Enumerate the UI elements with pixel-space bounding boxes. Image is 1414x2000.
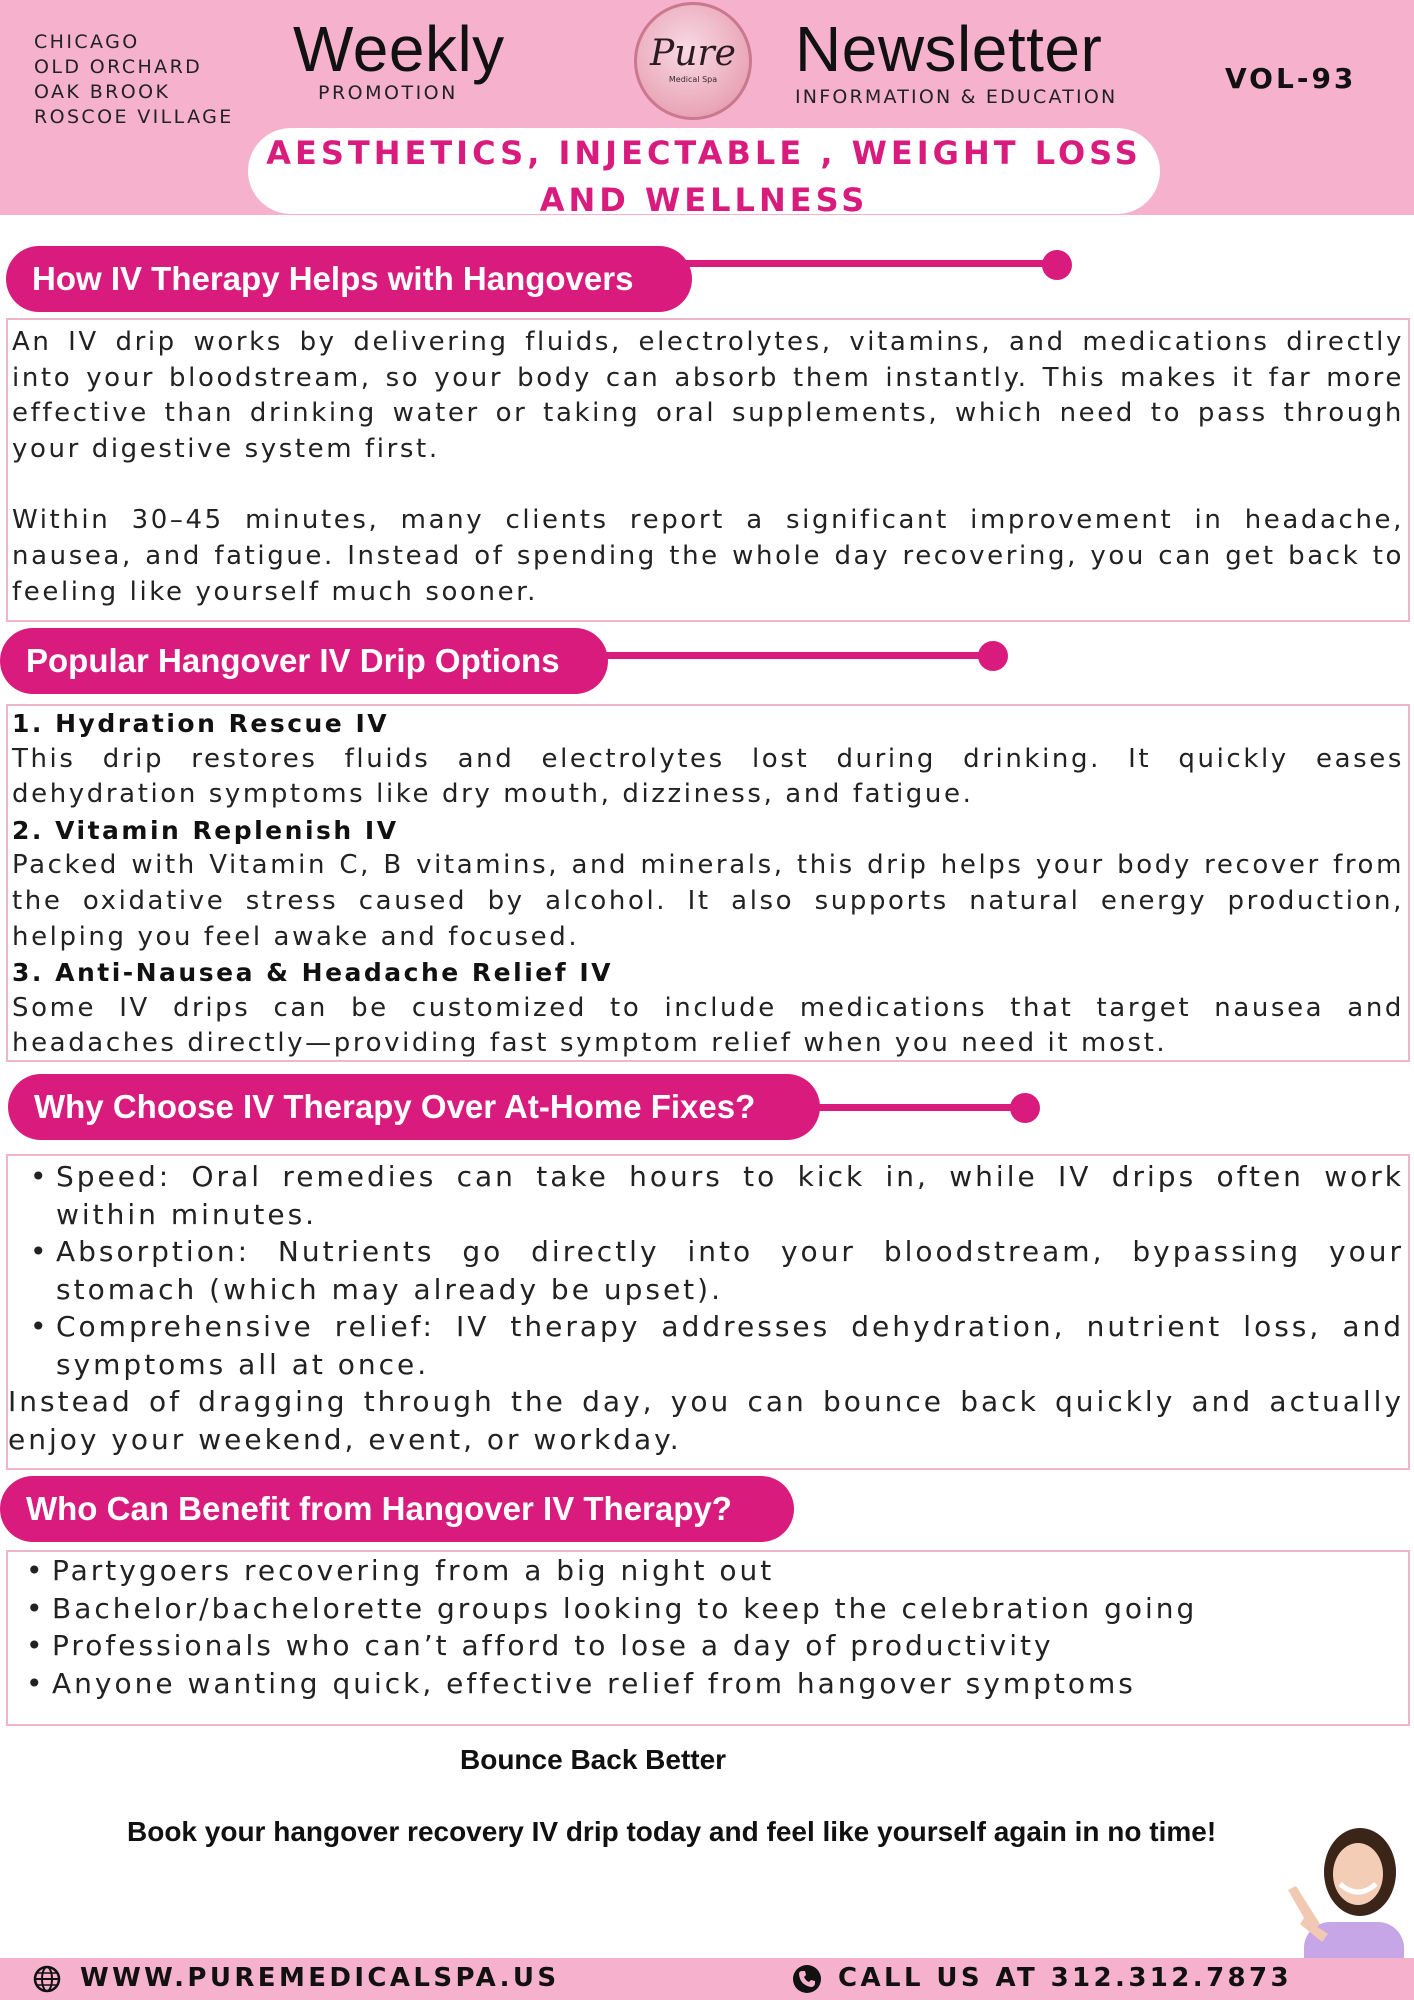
option-heading: 3. Anti-Nausea & Headache Relief IV (12, 958, 613, 988)
benefit-list (8, 1158, 1408, 1383)
newsletter-title: Newsletter (795, 13, 1103, 85)
list-item (8, 955, 1408, 1062)
closing-paragraph: Instead of dragging through the day, you can bounce back quickly and actually enjoy your weekend, event, or workday. (8, 1385, 1404, 1456)
phone-link[interactable]: CALL US AT 312.312.7873 (838, 1963, 1293, 1993)
website-link[interactable]: WWW.PUREMEDICALSPA.US (80, 1963, 560, 1993)
section-box-why-iv (6, 1154, 1410, 1470)
list-item (8, 706, 1408, 813)
section-title-why-iv: Why Choose IV Therapy Over At-Home Fixes? (8, 1074, 820, 1140)
cta-headline: Bounce Back Better (460, 1744, 727, 1775)
list-item: • Professionals who can’t afford to lose a day of productivity (52, 1627, 1408, 1665)
option-heading: 1. Hydration Rescue IV (12, 709, 390, 738)
list-item (8, 813, 1408, 955)
section-box-who-benefits (6, 1550, 1410, 1726)
logo-subtext: Medical Spa (668, 75, 718, 84)
tagline-line: AESTHETICS, INJECTABLE , WEIGHT LOSS (266, 134, 1142, 172)
weekly-title: Weekly (293, 13, 505, 85)
list-item: • Bachelor/bachelorette groups looking to keep the celebration going (52, 1590, 1408, 1628)
paragraph: An IV drip works by delivering fluids, electrolytes, vitamins, and medications directly into your bloodstream, so your body can absorb them instantly. This makes it far more effective than drinking water or taking oral supplements, which need to pass through your digestive system first. (12, 327, 1404, 464)
section-title-who-benefits: Who Can Benefit from Hangover IV Therapy? (0, 1476, 794, 1542)
tagline-line: AND WELLNESS (539, 181, 869, 219)
volume-label: VOL-93 (1225, 62, 1357, 95)
globe-icon (32, 1964, 62, 1994)
phone-icon (792, 1964, 822, 1994)
section-divider-dot (1010, 1093, 1040, 1123)
list-item: • Speed: Oral remedies can take hours to kick in, while IV drips often work within minutes. (56, 1158, 1404, 1233)
info-subtitle: INFORMATION & EDUCATION (795, 86, 1118, 108)
tagline-banner (248, 128, 1160, 219)
location-item: OAK BROOK (34, 81, 171, 103)
section-box-iv-hangovers (6, 318, 1410, 622)
footer-bar (0, 1958, 1414, 2000)
header-banner (0, 0, 1414, 219)
list-item: • Absorption: Nutrients go directly into your bloodstream, bypassing your stomach (which may already be upset). (56, 1233, 1404, 1308)
list-item: • Anyone wanting quick, effective relief from hangover symptoms (52, 1665, 1408, 1703)
location-list (34, 30, 234, 130)
promotion-subtitle: PROMOTION (318, 82, 458, 104)
section-box-drip-options (6, 704, 1410, 1062)
list-item: • Partygoers recovering from a big night out (52, 1552, 1408, 1590)
brand-logo (634, 2, 752, 120)
list-item: • Comprehensive relief: IV therapy addresses dehydration, nutrient loss, and symptoms all at once. (56, 1308, 1404, 1383)
section-divider-dot (1042, 250, 1072, 280)
section-divider-line (560, 652, 1000, 659)
option-text: This drip restores fluids and electrolytes lost during drinking. It quickly eases dehydration symptoms like dry mouth, dizziness, and fatigue. (12, 743, 1404, 810)
logo-wordmark: Pure (650, 33, 736, 74)
audience-list (8, 1552, 1408, 1702)
option-heading: 2. Vitamin Replenish IV (12, 815, 399, 845)
section-title-iv-hangovers: How IV Therapy Helps with Hangovers (6, 246, 692, 312)
option-text: Some IV drips can be customized to include medications that target nausea and headaches directly—providing fast symptom relief when you need it most. (12, 992, 1404, 1059)
section-title-drip-options: Popular Hangover IV Drip Options (0, 628, 608, 694)
location-item: CHICAGO (34, 31, 140, 53)
location-item: OLD ORCHARD (34, 56, 203, 78)
cta-message: Book your hangover recovery IV drip today and feel like yourself again in no time! (127, 1816, 1217, 1847)
option-text: Packed with Vitamin C, B vitamins, and minerals, this drip helps your body recover from the oxidative stress caused by alcohol. It also supports natural energy production, helping you feel awake and focused. (12, 850, 1404, 952)
location-item: ROSCOE VILLAGE (34, 106, 234, 128)
section-divider-dot (978, 641, 1008, 671)
paragraph: Within 30–45 minutes, many clients report a significant improvement in headache, nausea, and fatigue. Instead of spending the whole day recovering, you can get back to feeling like yourself much sooner. (12, 505, 1404, 607)
